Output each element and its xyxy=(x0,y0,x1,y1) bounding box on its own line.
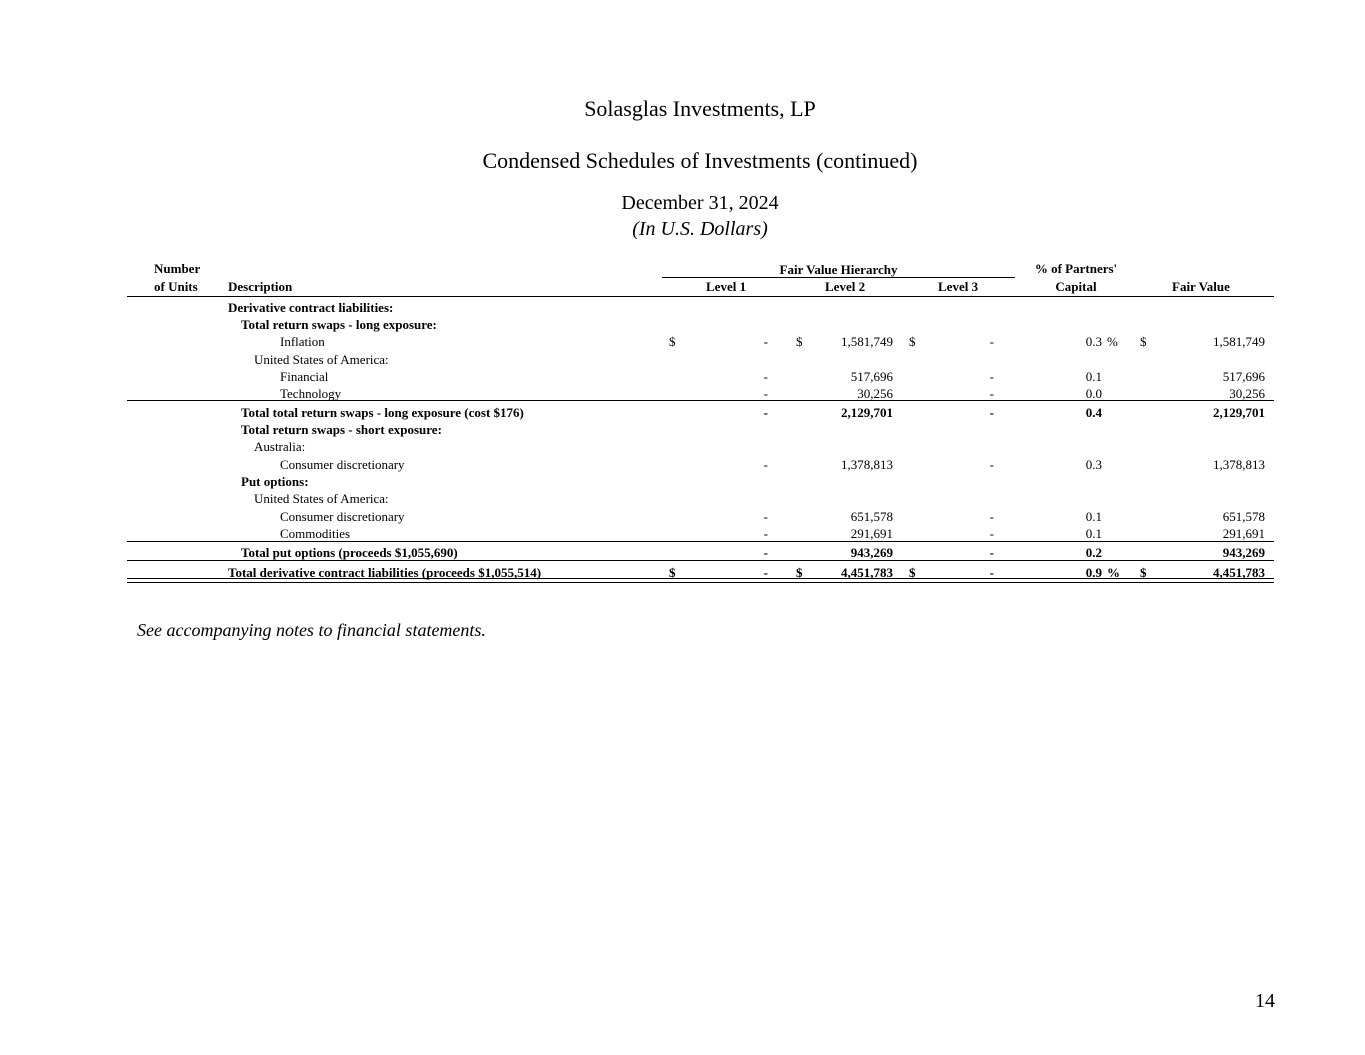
level3-dollar-sign: $ xyxy=(909,334,916,349)
page-number: 14 xyxy=(1255,990,1275,1012)
level1-value: - xyxy=(763,386,768,401)
pct-capital-value: 0.9 xyxy=(1085,565,1102,580)
level1-dollar-sign: $ xyxy=(669,334,676,349)
table-row xyxy=(0,298,1365,315)
col-description: Description xyxy=(228,279,293,294)
fair-value-dollar-sign: $ xyxy=(1140,565,1147,580)
row-description: Consumer discretionary xyxy=(280,509,405,524)
fair-value: 1,378,813 xyxy=(1213,457,1265,472)
level1-value: - xyxy=(763,509,768,524)
level1-dollar-sign: $ xyxy=(669,565,676,580)
table-row xyxy=(0,507,1365,524)
level1-value: - xyxy=(763,334,768,349)
col-level2: Level 2 xyxy=(825,279,866,294)
row-description: Australia: xyxy=(254,439,306,454)
level3-value: - xyxy=(989,405,994,420)
table-row xyxy=(0,472,1365,489)
pct-capital-value: 0.1 xyxy=(1085,509,1102,524)
col-units-line2: of Units xyxy=(154,279,198,294)
level1-value: - xyxy=(763,565,768,580)
fair-value-dollar-sign: $ xyxy=(1140,334,1147,349)
pct-capital-value: 0.1 xyxy=(1085,369,1102,384)
fair-value: 4,451,783 xyxy=(1213,565,1265,580)
col-level3: Level 3 xyxy=(938,279,979,294)
table-row xyxy=(0,437,1365,454)
level1-value: - xyxy=(763,369,768,384)
level1-value: - xyxy=(763,405,768,420)
level3-value: - xyxy=(989,526,994,541)
table-row xyxy=(0,403,1365,420)
statement-date: December 31, 2024 xyxy=(621,192,779,214)
col-fair-value-hierarchy: Fair Value Hierarchy xyxy=(779,262,898,277)
col-level1: Level 1 xyxy=(706,279,747,294)
level3-value: - xyxy=(989,369,994,384)
col-pct-line2: Capital xyxy=(1055,279,1097,294)
level3-value: - xyxy=(989,545,994,560)
footnote: See accompanying notes to financial statements. xyxy=(137,620,486,640)
fair-value: 943,269 xyxy=(1222,545,1265,560)
level2-dollar-sign: $ xyxy=(796,334,803,349)
level1-value: - xyxy=(763,457,768,472)
fair-value: 30,256 xyxy=(1229,386,1265,401)
level2-value: 943,269 xyxy=(850,545,893,560)
row-description: Technology xyxy=(280,386,342,401)
level3-value: - xyxy=(989,509,994,524)
hierarchy-underline xyxy=(662,277,1015,278)
total-top-rule xyxy=(127,560,1274,561)
table-row xyxy=(0,543,1365,560)
fair-value: 651,578 xyxy=(1222,509,1265,524)
currency-note: (In U.S. Dollars) xyxy=(632,218,768,240)
table-row xyxy=(0,350,1365,367)
row-description: Inflation xyxy=(280,334,325,349)
level3-value: - xyxy=(989,457,994,472)
pct-capital-value: 0.4 xyxy=(1085,405,1102,420)
subtotal-rule-put-options xyxy=(127,541,1274,542)
row-description: United States of America: xyxy=(254,352,389,367)
row-description: Put options: xyxy=(241,474,309,489)
level1-value: - xyxy=(763,545,768,560)
pct-capital-value: 0.3 xyxy=(1085,334,1102,349)
table-row xyxy=(0,384,1365,401)
level3-value: - xyxy=(989,334,994,349)
level2-value: 651,578 xyxy=(850,509,893,524)
row-description: Consumer discretionary xyxy=(280,457,405,472)
level2-value: 517,696 xyxy=(850,369,893,384)
pct-sign: % xyxy=(1107,334,1118,349)
col-units-line1: Number xyxy=(154,261,201,276)
pct-capital-value: 0.3 xyxy=(1085,457,1102,472)
level2-value: 291,691 xyxy=(850,526,893,541)
table-row xyxy=(0,367,1365,384)
fair-value: 517,696 xyxy=(1222,369,1265,384)
level2-value: 1,378,813 xyxy=(841,457,893,472)
level2-value: 2,129,701 xyxy=(841,405,893,420)
pct-capital-value: 0.2 xyxy=(1085,545,1102,560)
fair-value: 1,581,749 xyxy=(1213,334,1265,349)
pct-capital-value: 0.1 xyxy=(1085,526,1102,541)
table-row xyxy=(0,420,1365,437)
row-description: Total put options (proceeds $1,055,690) xyxy=(241,545,458,560)
level2-value: 4,451,783 xyxy=(841,565,893,580)
row-description: Derivative contract liabilities: xyxy=(228,300,394,315)
row-description: Total return swaps - long exposure: xyxy=(241,317,437,332)
fair-value: 291,691 xyxy=(1222,526,1265,541)
level3-value: - xyxy=(989,565,994,580)
level2-dollar-sign: $ xyxy=(796,565,803,580)
level2-value: 30,256 xyxy=(857,386,893,401)
pct-capital-value: 0.0 xyxy=(1085,386,1102,401)
subtotal-rule-long-swaps xyxy=(127,400,1274,401)
row-description: Total derivative contract liabilities (proceeds $1,055,514) xyxy=(228,565,542,580)
row-description: Total return swaps - short exposure: xyxy=(241,422,442,437)
table-row xyxy=(0,455,1365,472)
total-double-rule xyxy=(127,578,1274,583)
level3-value: - xyxy=(989,386,994,401)
statement-title: Condensed Schedules of Investments (continued) xyxy=(482,148,918,173)
pct-sign: % xyxy=(1107,565,1120,580)
table-row xyxy=(0,332,1365,349)
level2-value: 1,581,749 xyxy=(841,334,893,349)
fair-value: 2,129,701 xyxy=(1213,405,1265,420)
table-row xyxy=(0,315,1365,332)
table-row xyxy=(0,489,1365,506)
row-description: Commodities xyxy=(280,526,351,541)
row-description: Financial xyxy=(280,369,329,384)
col-pct-line1: % of Partners' xyxy=(1034,261,1118,276)
col-fair-value: Fair Value xyxy=(1172,279,1230,294)
table-row xyxy=(0,524,1365,541)
header-rule xyxy=(127,296,1274,297)
company-name: Solasglas Investments, LP xyxy=(584,96,816,121)
level3-dollar-sign: $ xyxy=(909,565,916,580)
row-description: Total total return swaps - long exposure (cost $176) xyxy=(241,405,524,420)
level1-value: - xyxy=(763,526,768,541)
row-description: United States of America: xyxy=(254,491,389,506)
